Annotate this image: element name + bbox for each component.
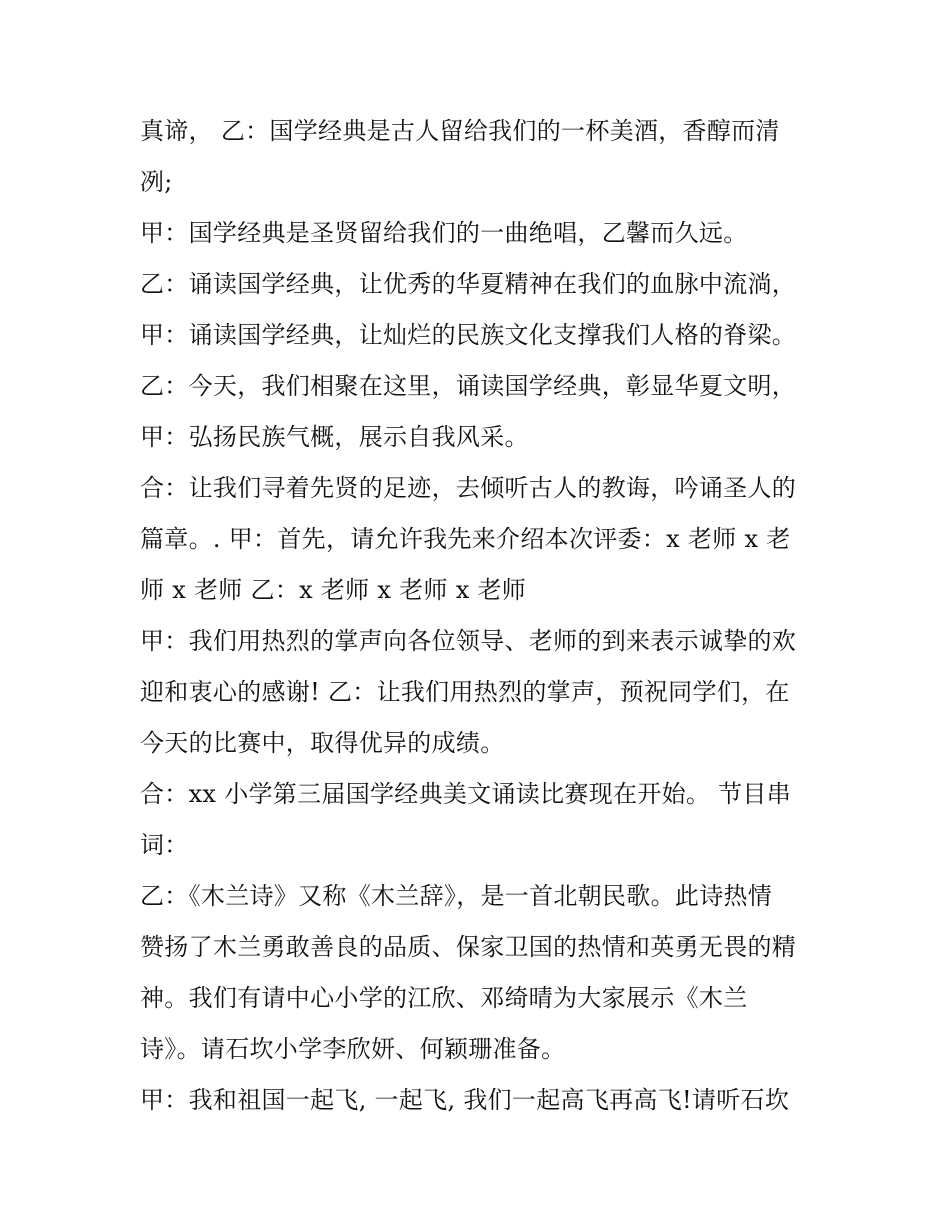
text-line: 合：让我们寻着先贤的足迹，去倾听古人的教诲，吟诵圣人的: [140, 474, 797, 502]
document-body: [140, 106, 820, 1126]
text-line: 词：: [140, 831, 189, 859]
text-line: 冽;: [140, 168, 173, 196]
text-line: 篇章。. 甲：首先，请允许我先来介绍本次评委：x 老师 x 老: [140, 525, 791, 553]
text-line: 甲：我和祖国一起飞, 一起飞, 我们一起高飞再高飞!请听石坎: [140, 1086, 790, 1114]
text-line: 神。我们有请中心小学的江欣、邓绮晴为大家展示《木兰: [140, 984, 748, 1012]
text-line: 合：xx 小学第三届国学经典美文诵读比赛现在开始。 节目串: [140, 780, 792, 808]
text-line: 师 x 老师 乙：x 老师 x 老师 x 老师: [140, 576, 527, 604]
text-line: 赞扬了木兰勇敢善良的品质、保家卫国的热情和英勇无畏的精: [140, 933, 797, 961]
text-line: 甲：国学经典是圣贤留给我们的一曲绝唱，乙馨而久远。: [140, 219, 748, 247]
text-line: 甲：诵读国学经典，让灿烂的民族文化支撑我们人格的脊梁。: [140, 321, 797, 349]
text-line: 乙：今天，我们相聚在这里，诵读国学经典，彰显华夏文明，: [140, 372, 797, 400]
text-line: 真谛， 乙：国学经典是古人留给我们的一杯美酒，香醇而清: [140, 117, 780, 145]
text-line: 今天的比赛中，取得优异的成绩。: [140, 729, 505, 757]
text-line: 乙：《木兰诗》又称《木兰辞》，是一首北朝民歌。此诗热情: [140, 882, 773, 910]
text-line: 甲：我们用热烈的掌声向各位领导、老师的到来表示诚挚的欢: [140, 627, 797, 655]
text-line: 甲：弘扬民族气概，展示自我风采。: [140, 423, 529, 451]
text-line: 乙：诵读国学经典，让优秀的华夏精神在我们的血脉中流淌，: [140, 270, 797, 298]
text-line: 诗》。请石坎小学李欣妍、何颖珊准备。: [140, 1035, 566, 1063]
text-line: 迎和衷心的感谢! 乙：让我们用热烈的掌声，预祝同学们，在: [140, 678, 790, 706]
